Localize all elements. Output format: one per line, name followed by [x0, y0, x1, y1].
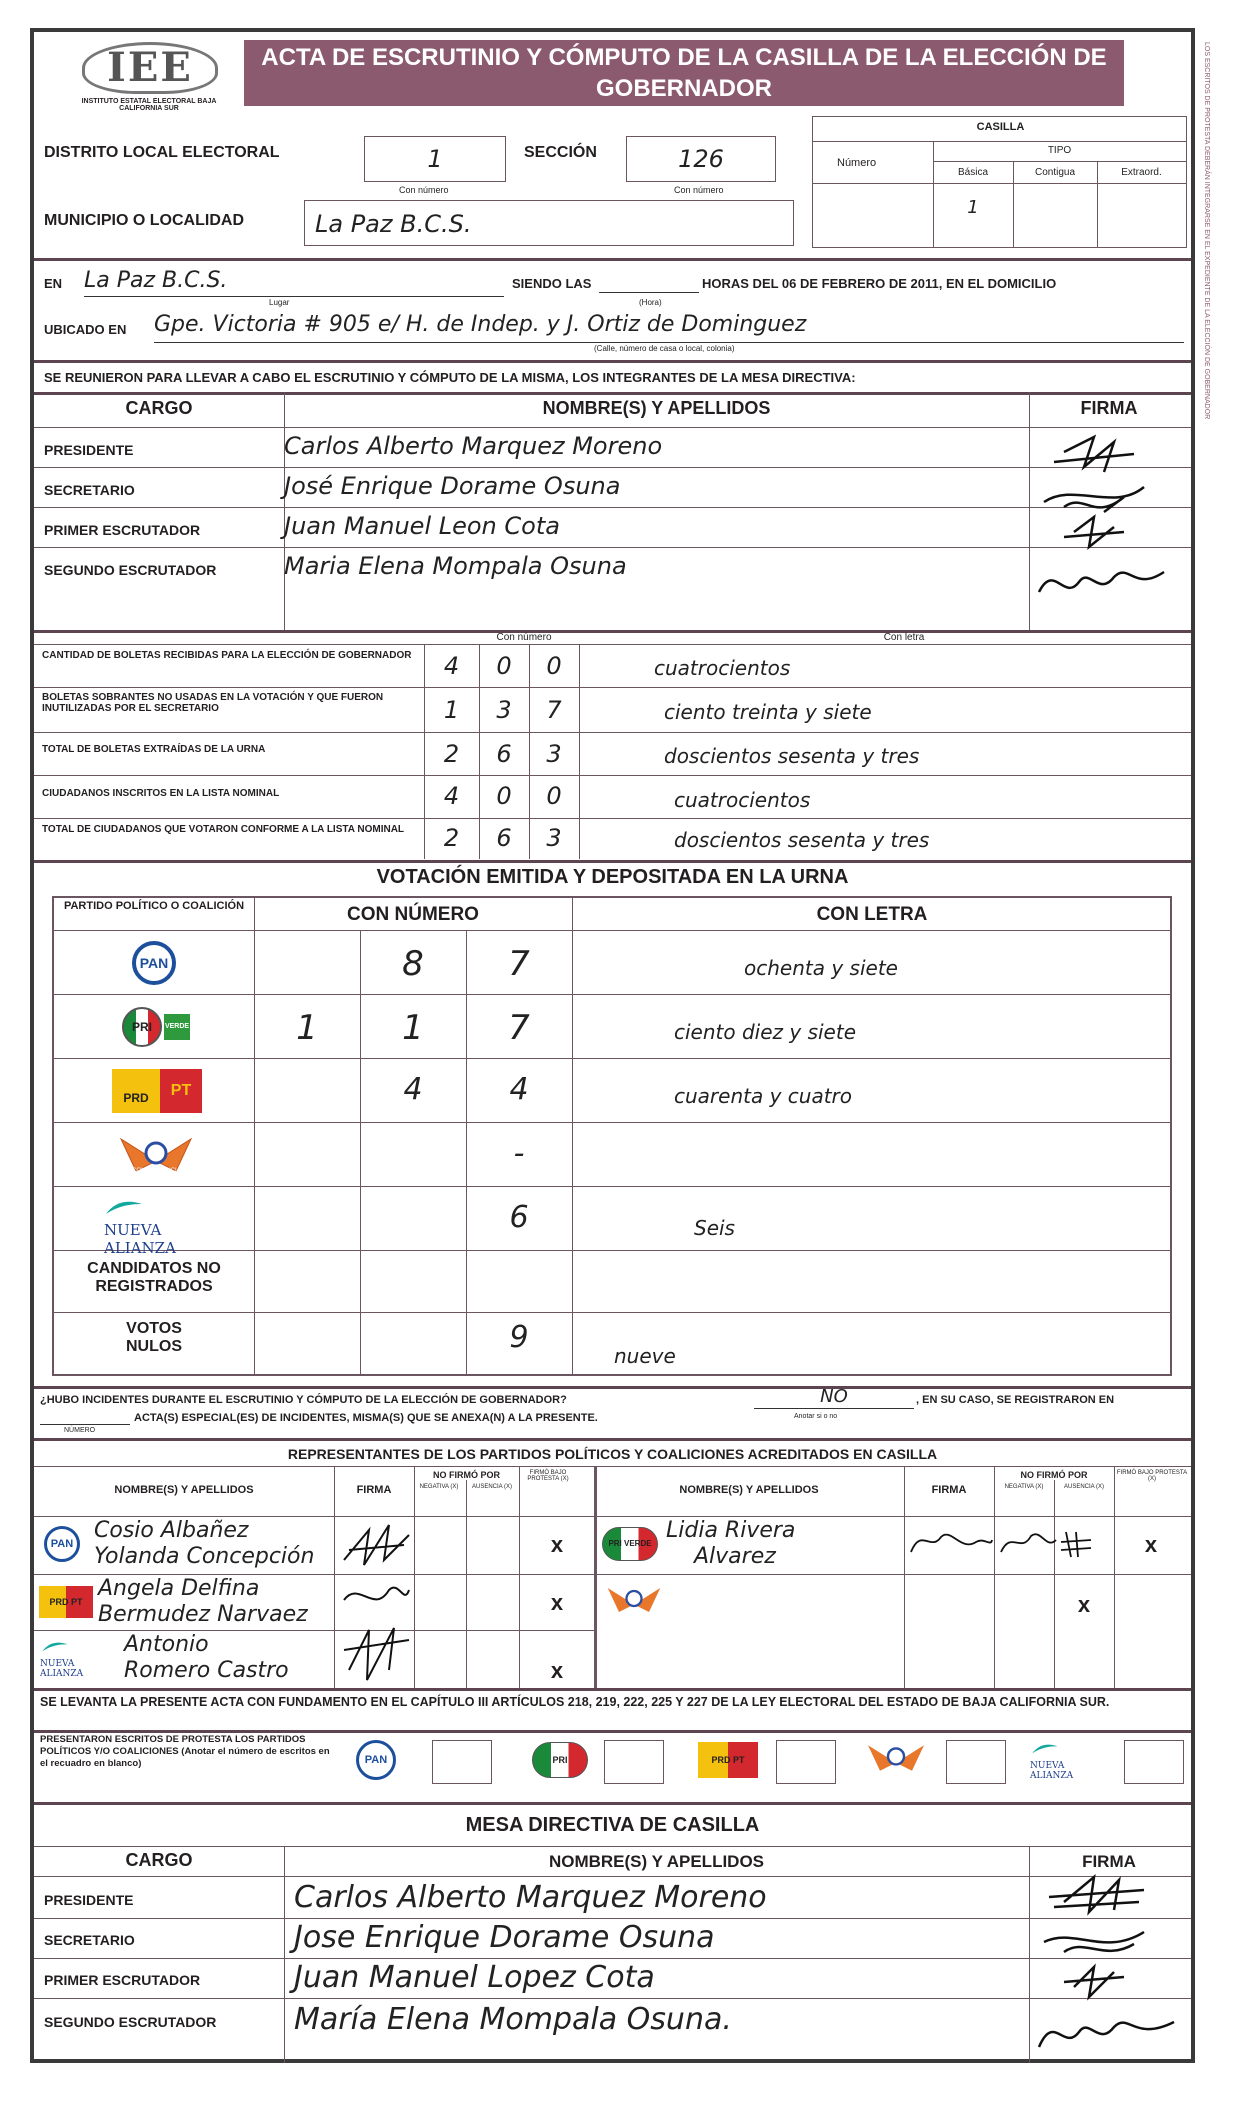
signature-1 [1049, 1877, 1144, 1912]
nueva-alianza-text: NUEVA ALIANZA [104, 1221, 176, 1257]
mesa-bottom-cargo: SEGUNDO ESCRUTADOR [44, 2014, 217, 2030]
hora-sub: (Hora) [639, 298, 662, 307]
votacion-title: VOTACIÓN EMITIDA Y DEPOSITADA EN LA URNA [376, 866, 849, 888]
rep-name[interactable]: Cosio Albañez [94, 1518, 249, 1543]
rep-nueva-alianza-text: NUEVA ALIANZA [40, 1659, 84, 1679]
protesta-convergencia-count[interactable] [946, 1740, 1006, 1784]
rep-right-ausencia: AUSENCIA (X) [1063, 1484, 1104, 1490]
district-label: DISTRITO LOCAL ELECTORAL [44, 144, 280, 161]
protesta-pri-count[interactable] [604, 1740, 664, 1784]
signature-4 [1039, 572, 1164, 592]
col-letra-header: CON LETRA [816, 904, 928, 925]
casilla-numero-label: Número [837, 157, 877, 169]
boletas-con-numero: Con número [496, 632, 552, 643]
votos-letra[interactable]: ciento diez y siete [674, 1020, 857, 1044]
rep-bajo-protesta-mark[interactable]: x [550, 1532, 564, 1557]
mesa-top-cargo: SEGUNDO ESCRUTADOR [44, 562, 217, 578]
casilla-extraord-label: Extraord. [1121, 167, 1162, 178]
boletas-row-label: CANTIDAD DE BOLETAS RECIBIDAS PARA LA ELECCIÓN DE GOBERNADOR [42, 650, 412, 661]
municipio-field[interactable]: La Paz B.C.S. [304, 200, 794, 246]
boletas-digit[interactable]: 1 [443, 696, 460, 724]
votos-nulos-label: VOTOS NULOS [126, 1320, 182, 1355]
rep-left-signatures [339, 1520, 414, 1686]
mesa-top-cargo: PRESIDENTE [44, 442, 134, 458]
votos-digit[interactable]: 8 [402, 944, 424, 984]
iee-logo [74, 42, 234, 122]
rep-left-firma-header: FIRMA [356, 1484, 392, 1496]
protesta-prd-pt-count[interactable] [776, 1740, 836, 1784]
pan-logo-text: PAN [132, 941, 176, 985]
rep-signature [1001, 1534, 1056, 1552]
boletas-digit[interactable]: 0 [546, 782, 562, 810]
en-label: EN [44, 276, 63, 291]
rep-right-nombre-header: NOMBRE(S) Y APELLIDOS [679, 1484, 819, 1496]
rep-right-signatures [906, 1522, 1112, 1562]
mesa-top-nombre-header: NOMBRE(S) Y APELLIDOS [542, 398, 771, 418]
rep-signature [344, 1628, 409, 1680]
rep-name[interactable]: Lidia Rivera [666, 1518, 796, 1543]
rep-left-ausencia: AUSENCIA (X) [471, 1484, 512, 1490]
mesa-bottom-signatures [1034, 1872, 1184, 2062]
incidentes-numero-sub: NÚMERO [64, 1427, 96, 1434]
mesa-bottom-nombre-header: NOMBRE(S) Y APELLIDOS [548, 1852, 765, 1871]
section-sub: Con número [674, 185, 724, 195]
protesta-label: PRESENTARON ESCRITOS DE PROTESTA LOS PARTIDOS POLÍTICOS Y/O COALICIONES (Anotar el número de escritos en el recuadro en blanco) [40, 1734, 330, 1769]
protesta-nueva-alianza-text: NUEVA ALIANZA [1030, 1761, 1074, 1781]
mesa-bottom-nombre[interactable]: Juan Manuel Lopez Cota [294, 1960, 655, 1995]
rep-ausencia-mark[interactable]: x [1077, 1592, 1091, 1617]
rep-left-bajo-protesta: FIRMÓ BAJO PROTESTA (X) [527, 1470, 569, 1482]
district-sub: Con número [399, 185, 449, 195]
en-rest-text: HORAS DEL 06 DE FEBRERO DE 2011, EN EL DOMICILIO [702, 276, 1057, 291]
votos-letra[interactable]: Seis [694, 1216, 735, 1240]
boletas-letra[interactable]: cuatrocientos [674, 788, 811, 812]
rep-convergencia-logo [604, 1582, 664, 1622]
rep-name[interactable]: Alvarez [694, 1544, 776, 1569]
boletas-digit[interactable]: 7 [546, 696, 562, 724]
votos-digit[interactable]: 6 [509, 1200, 529, 1235]
mesa-top-firma-header: FIRMA [1080, 398, 1138, 418]
protesta-nueva-alianza-count[interactable] [1124, 1740, 1184, 1784]
rep-signature [344, 1525, 409, 1565]
mesa-top-cargo-header: CARGO [125, 398, 193, 418]
rep-pri-verde-logo [600, 1526, 660, 1562]
protesta-pri-text: PRI [532, 1742, 588, 1778]
pri-logo-text: PRI [122, 1007, 162, 1047]
rep-right-negativa: NEGATIVA (X) [1004, 1484, 1044, 1490]
rep-pan-logo [42, 1524, 82, 1564]
signature-1 [1054, 437, 1134, 472]
convergencia-text: CONVERGENCIA [132, 1168, 181, 1174]
rep-name[interactable]: Romero Castro [124, 1658, 289, 1683]
casilla-box [812, 116, 1187, 248]
nueva-alianza-swoosh [104, 1198, 144, 1218]
protesta-pan-text: PAN [356, 1740, 396, 1780]
mesa-bottom-cargo-header: CARGO [125, 1850, 193, 1870]
district-field[interactable]: 1 [364, 136, 506, 182]
mesa-bottom-cargo: SECRETARIO [44, 1932, 135, 1948]
ubicado-label: UBICADO EN [44, 322, 127, 337]
boletas-digit[interactable]: 3 [546, 740, 562, 768]
mesa-top-nombre[interactable]: Carlos Alberto Marquez Moreno [284, 432, 663, 460]
votos-digit[interactable]: 7 [508, 1008, 530, 1048]
boletas-row-label: BOLETAS SOBRANTES NO USADAS EN LA VOTACIÓN Y QUE FUERON INUTILIZADAS POR EL SECRETARIO [42, 692, 384, 714]
boletas-row-label: TOTAL DE CIUDADANOS QUE VOTARON CONFORME A LA LISTA NOMINAL [42, 824, 405, 835]
representantes-title: REPRESENTANTES DE LOS PARTIDOS POLÍTICOS Y COALICIONES ACREDITADOS EN CASILLA [287, 1446, 938, 1462]
form-title: ACTA DE ESCRUTINIO Y CÓMPUTO DE LA CASILLA DE LA ELECCIÓN DE GOBERNADOR [244, 40, 1124, 106]
boletas-digit[interactable]: 3 [546, 824, 562, 852]
lugar-sub: Lugar [269, 298, 290, 307]
rep-left-nofirmo-header: NO FIRMÓ POR [433, 1470, 500, 1480]
boletas-digit[interactable]: 2 [443, 824, 460, 852]
protesta-pan-logo [354, 1738, 398, 1782]
protesta-prd-pt-text: PRD PT [698, 1742, 758, 1778]
rep-name[interactable]: Antonio [124, 1632, 209, 1657]
votos-digit[interactable]: 4 [403, 1072, 423, 1107]
protesta-convergencia-text: CONVERGENCIA [868, 1778, 909, 1784]
rep-prd-pt-text: PRD PT [39, 1586, 93, 1618]
prd-pt-logo [109, 1068, 205, 1114]
mesa-bottom-cargo: PRESIDENTE [44, 1892, 134, 1908]
rep-right-firma-header: FIRMA [931, 1484, 967, 1496]
votos-digit[interactable]: 9 [509, 1320, 529, 1355]
casilla-contigua-label: Contigua [1034, 167, 1076, 178]
protesta-pri-logo [530, 1738, 590, 1782]
votos-digit[interactable]: 1 [402, 1008, 424, 1048]
mesa-bottom-nombre[interactable]: María Elena Mompala Osuna. [294, 2002, 732, 2037]
casilla-tipo-label: TIPO [1047, 145, 1072, 156]
boletas-digit[interactable]: 3 [496, 696, 512, 724]
signature-3 [1064, 1967, 1124, 1997]
boletas-digit[interactable]: 6 [496, 824, 512, 852]
rep-left-negativa: NEGATIVA (X) [419, 1484, 459, 1490]
rep-bajo-protesta-mark[interactable]: x [1144, 1532, 1158, 1557]
mesa-bottom-title: MESA DIRECTIVA DE CASILLA [465, 1814, 760, 1836]
boletas-digit[interactable]: 6 [496, 740, 512, 768]
rep-signature [344, 1588, 409, 1600]
mesa-bottom-cargo: PRIMER ESCRUTADOR [44, 1972, 201, 1988]
verde-logo-text: VERDE [164, 1014, 190, 1040]
rep-convergencia-emblem [604, 1582, 664, 1618]
rep-nueva-alianza-logo [40, 1640, 100, 1680]
votacion-table [52, 896, 1172, 1376]
rep-signature [1061, 1532, 1091, 1557]
rep-bajo-protesta-mark[interactable]: x [550, 1590, 564, 1615]
boletas-letra[interactable]: doscientos sesenta y tres [674, 828, 930, 852]
protesta-convergencia-emblem [864, 1738, 928, 1778]
boletas-digit[interactable]: 4 [443, 782, 460, 810]
section-label: SECCIÓN [524, 144, 597, 161]
rep-prd-pt-logo [38, 1584, 94, 1620]
votos-letra[interactable]: nueve [614, 1344, 676, 1368]
signature-2 [1044, 487, 1144, 512]
fundamento-text: SE LEVANTA LA PRESENTE ACTA CON FUNDAMENTO EN EL CAPÍTULO III ARTÍCULOS 218, 219, 222, 225 Y 227 DE LA LEY ELECTORAL DEL ESTADO DE BAJA CALIFORNIA SUR. [40, 1695, 1110, 1709]
rep-signature [911, 1535, 992, 1552]
votos-letra[interactable]: ochenta y siete [744, 956, 898, 980]
siendo-label: SIENDO LAS [512, 276, 592, 291]
rep-name[interactable]: Bermudez Narvaez [98, 1602, 308, 1627]
mesa-top-cargo: PRIMER ESCRUTADOR [44, 522, 201, 538]
signature-3 [1064, 517, 1124, 547]
ubicado-sub: (Calle, número de casa o local, colonia) [594, 344, 735, 353]
boletas-con-letra: Con letra [883, 632, 925, 643]
rep-convergencia-text: CONVERGENCIA [604, 1620, 653, 1626]
casilla-basica-label: Básica [957, 167, 988, 178]
mesa-bottom-firma-header: FIRMA [1082, 1852, 1136, 1871]
pt-logo-text: PT [160, 1069, 202, 1113]
rep-left-nombre-header: NOMBRE(S) Y APELLIDOS [114, 1484, 254, 1496]
protesta-pan-count[interactable] [432, 1740, 492, 1784]
boletas-row-label: CIUDADANOS INSCRITOS EN LA LISTA NOMINAL [42, 788, 280, 799]
municipio-label: MUNICIPIO O LOCALIDAD [44, 212, 244, 229]
side-note: LOS ESCRITOS DE PROTESTA DEBERÁN INTEGRARSE EN EL EXPEDIENTE DE LA ELECCIÓN DE GOBERNADOR [1203, 42, 1210, 420]
boletas-row-label: TOTAL DE BOLETAS EXTRAÍDAS DE LA URNA [42, 744, 266, 755]
casilla-basica-value[interactable]: 1 [967, 197, 979, 218]
section-field[interactable]: 126 [626, 136, 776, 182]
mesa-bottom-nombre[interactable]: Jose Enrique Dorame Osuna [294, 1920, 715, 1955]
en-place-field[interactable]: La Paz B.C.S. [84, 268, 504, 297]
incidentes-line2: ACTA(S) ESPECIAL(ES) DE INCIDENTES, MISMA(S) QUE SE ANEXA(N) A LA PRESENTE. [134, 1412, 598, 1424]
mesa-top-nombre[interactable]: José Enrique Dorame Osuna [284, 472, 621, 500]
votos-letra[interactable]: cuarenta y cuatro [674, 1084, 853, 1108]
rep-bajo-protesta-mark[interactable]: x [550, 1658, 564, 1683]
casilla-title: CASILLA [976, 121, 1025, 133]
mesa-bottom-nombre[interactable]: Carlos Alberto Marquez Moreno [294, 1880, 767, 1915]
nueva-alianza-logo [104, 1198, 214, 1257]
votos-digit[interactable]: - [513, 1136, 525, 1171]
mesa-top-nombre[interactable]: Juan Manuel Leon Cota [284, 512, 560, 540]
reunieron-text: SE REUNIERON PARA LLEVAR A CABO EL ESCRUTINIO Y CÓMPUTO DE LA MISMA, LOS INTEGRANTES DE LA MESA DIRECTIVA: [44, 370, 856, 385]
incidentes-anotar-sub: Anotar si o no [794, 1413, 838, 1420]
mesa-top-signatures [1034, 432, 1184, 632]
logo-caption: INSTITUTO ESTATAL ELECTORAL BAJA CALIFORNIA SUR [81, 98, 217, 112]
protesta-prd-pt-logo [696, 1738, 760, 1782]
prd-logo-text: PRD [112, 1069, 160, 1113]
incidentes-after: , EN SU CASO, SE REGISTRARON EN [916, 1394, 1115, 1406]
boletas-digit[interactable]: 0 [496, 652, 512, 680]
col-num-header: CON NÚMERO [347, 904, 479, 925]
boletas-letra[interactable]: doscientos sesenta y tres [664, 744, 920, 768]
boletas-letra[interactable]: ciento treinta y siete [664, 700, 872, 724]
rep-right-bajo-protesta: FIRMÓ BAJO PROTESTA (X) [1116, 1470, 1188, 1482]
mesa-top-nombre[interactable]: Maria Elena Mompala Osuna [284, 552, 627, 580]
col-party-header: PARTIDO POLÍTICO O COALICIÓN [63, 900, 245, 912]
rep-name[interactable]: Yolanda Concepción [94, 1544, 315, 1569]
hora-field[interactable] [599, 292, 699, 293]
boletas-digit[interactable]: 0 [496, 782, 512, 810]
protesta-convergencia-logo [864, 1738, 928, 1782]
boletas-digit[interactable]: 0 [546, 652, 562, 680]
signature-2 [1044, 1932, 1144, 1952]
signature-4 [1039, 2022, 1174, 2047]
protesta-nueva-alianza-swoosh [1030, 1742, 1060, 1756]
incidentes-question: ¿HUBO INCIDENTES DURANTE EL ESCRUTINIO Y CÓMPUTO DE LA ELECCIÓN DE GOBERNADOR? [40, 1394, 567, 1406]
incidentes-numero-field[interactable] [40, 1424, 130, 1425]
boletas-digit[interactable]: 2 [443, 740, 460, 768]
boletas-letra[interactable]: cuatrocientos [654, 656, 791, 680]
votos-digit[interactable]: 4 [509, 1072, 529, 1107]
incidentes-answer-field[interactable]: NO [754, 1386, 914, 1409]
pri-verde-logo [116, 1004, 196, 1050]
acta-form [30, 28, 1210, 2063]
mesa-top-cargo: SECRETARIO [44, 482, 135, 498]
rep-nueva-alianza-swoosh [40, 1640, 70, 1654]
logo-mark: IEE [82, 42, 218, 94]
pan-logo [124, 940, 184, 986]
protesta-nueva-alianza-logo [1030, 1742, 1110, 1782]
ubicado-field[interactable]: Gpe. Victoria # 905 e/ H. de Indep. y J. Ortiz de Dominguez [154, 312, 1184, 343]
votos-digit[interactable]: 7 [508, 944, 530, 984]
rep-pan-text: PAN [44, 1526, 80, 1562]
votos-digit[interactable]: 1 [296, 1008, 318, 1048]
boletas-digit[interactable]: 4 [443, 652, 460, 680]
candidatos-no-registrados-label: CANDIDATOS NO REGISTRADOS [87, 1260, 221, 1295]
rep-right-nofirmo-header: NO FIRMÓ POR [1020, 1470, 1088, 1480]
rep-pri-verde-text: PRI VERDE [602, 1527, 658, 1561]
rep-name[interactable]: Angela Delfina [98, 1576, 260, 1601]
